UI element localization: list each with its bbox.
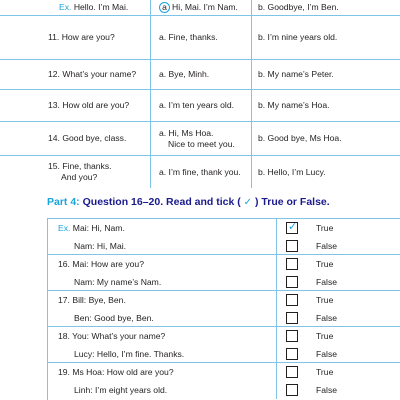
question-cell [8,122,148,155]
answer-b-text: b. Goodbye, I’m Ben. [258,2,339,12]
part4-heading [47,196,330,208]
answer-circle-mark: a [159,2,170,13]
true-label: True [316,331,334,341]
statement-text: Lucy: Hello, I’m fine. Thanks. [74,349,185,359]
check-icon: ✓ [288,221,298,233]
answer-b-text: b. Good bye, Ms Hoa. [258,133,342,143]
answer-b-text: b. My name’s Peter. [258,69,334,79]
table-row-example [48,219,400,255]
table-row [48,255,400,291]
answer-b-text: b. I’m nine years old. [258,32,338,42]
answer-b-cell [252,0,400,15]
statement-line [48,273,400,291]
answer-a-text: a. Fine, thanks. [159,32,218,42]
answer-a-text: a. Bye, Minh. [159,69,210,79]
heading-text-start: Question 16–20. Read and tick ( [82,196,241,208]
question-text: 11. How are you? [48,32,115,42]
answer-a-text: a. I’m fine, thank you. [159,166,241,177]
true-label: True [316,223,334,233]
table-row [0,60,400,90]
true-checkbox[interactable] [286,222,298,234]
statement-line [48,363,400,381]
answer-a-text: a. I’m ten years old. [159,100,234,110]
statement-text: 19. Ms Hoa: How old are you? [58,367,174,377]
true-checkbox[interactable] [286,294,298,306]
answer-b-text: b. My name’s Hoa. [258,100,330,110]
question-text: 14. Good bye, class. [48,133,127,143]
question-cell [8,156,148,188]
false-label: False [316,385,338,395]
statement-text: Nam: Hi, Mai. [74,241,127,251]
table-row-example [0,0,400,16]
answer-a-cell [150,60,252,89]
answer-a-text: Hi, Mai. I’m Nam. [172,2,238,12]
answer-a-text: a. Hi, Ms Hoa. [159,127,214,138]
question-text: Hello. I’m Mai. [73,2,129,12]
answer-a-cell [150,0,252,15]
statement-text: Nam: My name’s Nam. [74,277,162,287]
statement-line [48,255,400,273]
statement-line [48,291,400,309]
table-row [0,90,400,122]
true-label: True [316,367,334,377]
statement-text: Ben: Good bye, Ben. [74,313,154,323]
statement-line [48,219,400,237]
answer-b-text: b. Hello, I’m Lucy. [258,166,326,177]
true-label: True [316,259,334,269]
statement-text: Linh: I’m eight years old. [74,385,168,395]
statement-line [48,381,400,399]
true-checkbox[interactable] [286,330,298,342]
answer-b-cell [252,60,400,89]
heading-text-end: ) True or False. [254,196,330,208]
true-false-table [47,218,400,400]
false-checkbox[interactable] [286,384,298,396]
answer-b-cell [252,122,400,155]
false-checkbox[interactable] [286,312,298,324]
question-cell [8,0,148,15]
false-checkbox[interactable] [286,276,298,288]
answer-a-text-line2: Nice to meet you. [168,138,235,149]
table-row [48,363,400,399]
question-text: 15. Fine, thanks. [48,161,112,171]
false-checkbox[interactable] [286,240,298,252]
statement-line [48,345,400,363]
question-cell [8,90,148,121]
true-checkbox[interactable] [286,366,298,378]
example-label: Ex. [58,223,71,233]
table-row [0,122,400,156]
false-label: False [316,241,338,251]
table-row [0,156,400,188]
statement-line [48,327,400,345]
answer-a-cell [150,122,252,155]
false-label: False [316,349,338,359]
part-label: Part 4: [47,196,80,208]
statement-line1: Mai: Hi, Nam. [70,223,125,233]
example-label: Ex. [59,2,72,12]
statement-text: 16. Mai: How are you? [58,259,144,269]
answer-a-cell [150,90,252,121]
statement-text [58,223,125,233]
tick-icon: ✓ [243,197,253,208]
question-cell [8,60,148,89]
statement-line [48,237,400,255]
question-text: 12. What’s your name? [48,69,137,79]
statement-line [48,309,400,327]
question-text: 13. How old are you? [48,100,130,110]
table-row [48,291,400,327]
table-row [48,327,400,363]
answer-a-cell [150,156,252,188]
table-row [0,16,400,60]
answer-b-cell [252,90,400,121]
statement-text: 18. You: What’s your name? [58,331,166,341]
false-checkbox[interactable] [286,348,298,360]
question-cell [8,16,148,59]
true-checkbox[interactable] [286,258,298,270]
question-text-line2: And you? [61,172,98,182]
answer-b-cell [252,16,400,59]
answer-b-cell [252,156,400,188]
false-label: False [316,277,338,287]
false-label: False [316,313,338,323]
answer-a-cell [150,16,252,59]
statement-text: 17. Bill: Bye, Ben. [58,295,126,305]
true-label: True [316,295,334,305]
